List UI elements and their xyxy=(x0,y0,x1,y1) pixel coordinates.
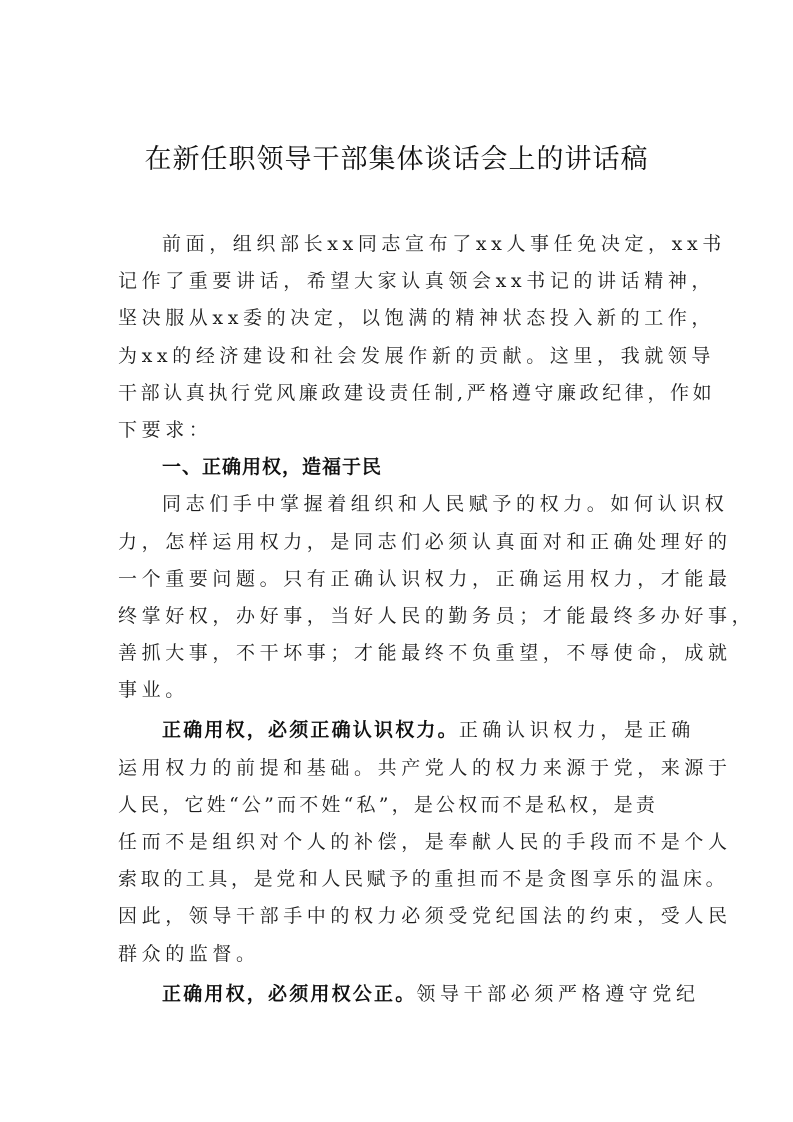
document-body xyxy=(118,226,756,1013)
bold-lead-text: 正确用权，必须用权公正。 xyxy=(162,982,417,1005)
text-line: 一个重要问题。只有正确认识权力，正确运用权力，才能最 xyxy=(118,567,732,590)
text-line: 同志们手中掌握着组织和人民赋予的权力。如何认识权 xyxy=(162,493,729,516)
text-line: 运用权力的前提和基础。共产党人的权力来源于党，来源于 xyxy=(118,756,732,779)
section-heading: 一、正确用权，造福于民 xyxy=(162,456,383,479)
text-line: 为xx的经济建设和社会发展作新的贡献。这里，我就领导 xyxy=(118,344,716,367)
paragraph-power xyxy=(118,486,756,709)
text-span: 领导干部必须严格遵守党纪 xyxy=(416,982,700,1005)
text-line xyxy=(118,976,698,1013)
document-title: 在新任职领导干部集体谈话会上的讲话稿 xyxy=(144,144,649,175)
text-line: 下要求： xyxy=(118,418,213,441)
text-line: 索取的工具，是党和人民赋予的重担而不是贪图享乐的温床。 xyxy=(118,868,729,891)
paragraph-recognize-power xyxy=(118,712,732,972)
text-line: 记作了重要讲话，希望大家认真领会xx书记的讲话精神， xyxy=(118,270,716,293)
text-line xyxy=(118,712,698,749)
paragraph-fair-use xyxy=(118,976,698,1013)
text-line: 前面，组织部长xx同志宣布了xx人事任免决定，xx书 xyxy=(162,233,726,255)
text-span: 正确认识权力，是正确 xyxy=(458,719,695,742)
text-line: 善抓大事，不干坏事；才能最终不负重望，不辱使命，成就 xyxy=(118,642,732,665)
text-line: 终掌好权，办好事，当好人民的勤务员；才能最终多办好事， xyxy=(118,604,756,627)
paragraph-intro xyxy=(118,226,726,449)
text-line: 干部认真执行党风廉政建设责任制,严格遵守廉政纪律，作如 xyxy=(118,381,716,404)
text-line: 坚决服从xx委的决定，以饱满的精神状态投入新的工作， xyxy=(118,307,716,330)
text-line: 事业。 xyxy=(118,679,189,702)
text-line: 因此，领导干部手中的权力必须受党纪国法的约束，受人民 xyxy=(118,905,732,928)
text-line: 任而不是组织对个人的补偿，是奉献人民的手段而不是个人 xyxy=(118,831,732,853)
bold-lead-text: 正确用权，必须正确认识权力。 xyxy=(162,719,459,742)
text-line: 人民，它姓“公”而不姓“私”，是公权而不是私权，是责 xyxy=(118,793,659,816)
text-line: 群众的监督。 xyxy=(118,942,260,965)
text-line: 力，怎样运用权力，是同志们必须认真面对和正确处理好的 xyxy=(118,530,732,553)
